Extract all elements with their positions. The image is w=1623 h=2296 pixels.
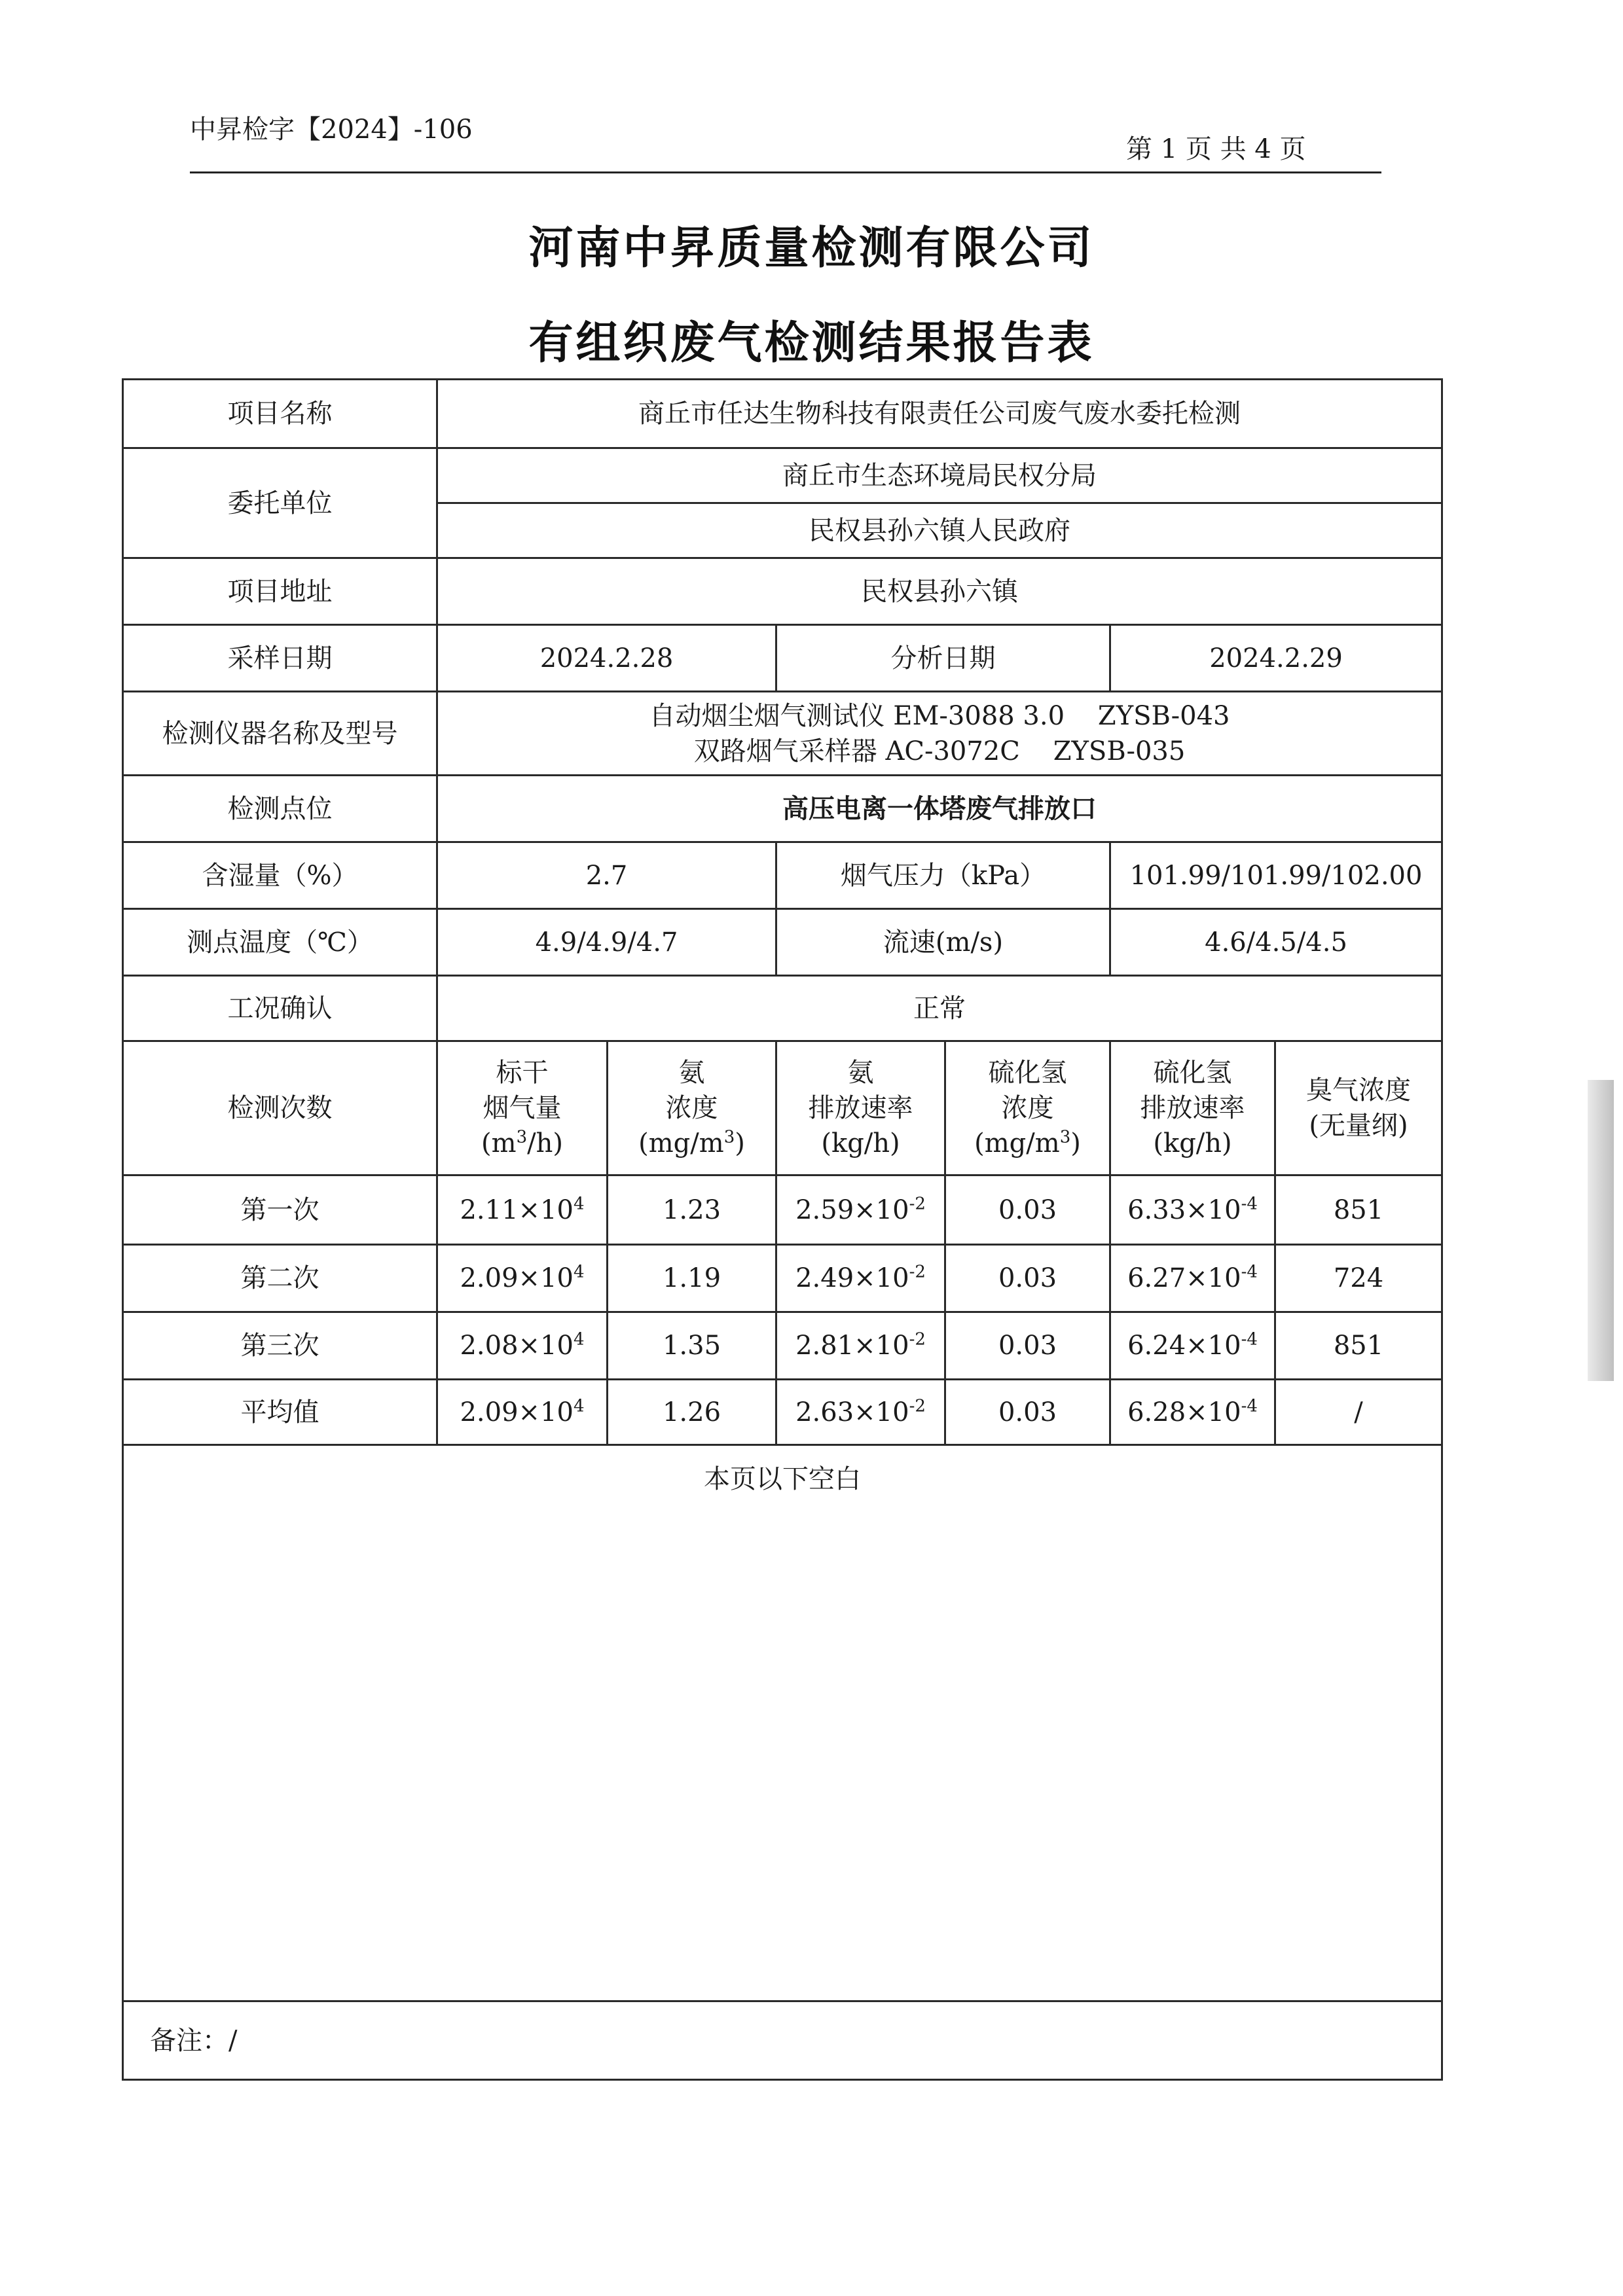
runs-label: 检测次数 (123, 1041, 437, 1175)
temperature-row (123, 909, 1442, 976)
col-header-nh3-conc-unit: $(mg/m^3)$ (638, 1127, 745, 1158)
nh3-conc-value: 1.19 (608, 1245, 776, 1312)
pressure-label: 烟气压力（kPa） (776, 842, 1110, 909)
instrument-row (123, 692, 1442, 776)
run-label: 第一次 (123, 1175, 437, 1245)
scan-edge-artifact (1588, 1080, 1614, 1381)
col-header-nh3-conc (608, 1041, 776, 1175)
flow-value: $2.11\times 10^4$ (437, 1175, 608, 1245)
nh3-rate-value: $2.63\times 10^{-2}$ (776, 1380, 945, 1445)
h2s-rate-value: $6.27\times 10^{-4}$ (1110, 1245, 1275, 1312)
analysis-date-label: 分析日期 (776, 625, 1110, 692)
odor-value: / (1275, 1380, 1442, 1445)
point-value: 高压电离一体塔废气排放口 (437, 776, 1442, 842)
client-label: 委托单位 (123, 448, 437, 558)
address-label: 项目地址 (123, 558, 437, 625)
run-label: 平均值 (123, 1380, 437, 1445)
client-value-1: 商丘市生态环境局民权分局 (437, 448, 1442, 503)
page-indicator: 第 1 页 共 4 页 (1126, 134, 1306, 164)
col-header-nh3-rate-l1: 氨 (847, 1058, 874, 1088)
analysis-date-value: 2024.2.29 (1110, 625, 1442, 692)
results-table (122, 378, 1443, 2081)
instrument-label: 检测仪器名称及型号 (123, 692, 437, 776)
point-label: 检测点位 (123, 776, 437, 842)
condition-label: 工况确认 (123, 976, 437, 1041)
flow-value: $2.08\times 10^4$ (437, 1312, 608, 1380)
table-row (123, 1175, 1442, 1245)
h2s-rate-value: $6.28\times 10^{-4}$ (1110, 1380, 1275, 1445)
instrument-1: 自动烟尘烟气测试仪 EM-3088 3.0 ZYSB-043 (649, 700, 1230, 731)
project-name-value: 商丘市任达生物科技有限责任公司废气废水委托检测 (437, 380, 1442, 448)
run-label: 第二次 (123, 1245, 437, 1312)
col-header-odor-l2: (无量纲) (1309, 1111, 1408, 1141)
col-header-nh3-rate-l2: 排放速率 (808, 1093, 913, 1123)
blank-note: 本页以下空白 (123, 1445, 1442, 2001)
col-header-h2s-rate-unit: (kg/h) (1153, 1128, 1232, 1158)
moisture-row (123, 842, 1442, 909)
col-header-nh3-rate-unit: (kg/h) (821, 1128, 900, 1158)
header-divider (190, 171, 1381, 173)
h2s-rate-value: $6.33\times 10^{-4}$ (1110, 1175, 1275, 1245)
nh3-rate-value: $2.49\times 10^{-2}$ (776, 1245, 945, 1312)
date-row (123, 625, 1442, 692)
address-value: 民权县孙六镇 (437, 558, 1442, 625)
col-header-h2s-rate (1110, 1041, 1275, 1175)
col-header-nh3-conc-l2: 浓度 (665, 1093, 718, 1123)
document-number: 中昇检字【2024】-106 (190, 115, 473, 145)
client-row (123, 448, 1442, 503)
col-header-h2s-conc (945, 1041, 1110, 1175)
project-name-row (123, 380, 1442, 448)
col-header-nh3-rate (776, 1041, 945, 1175)
nh3-conc-value: 1.35 (608, 1312, 776, 1380)
address-row (123, 558, 1442, 625)
condition-row (123, 976, 1442, 1041)
blank-area-row (123, 1445, 1442, 2001)
remarks-row (123, 2001, 1442, 2080)
temperature-label: 测点温度（℃） (123, 909, 437, 976)
odor-value: 851 (1275, 1312, 1442, 1380)
velocity-label: 流速(m/s) (776, 909, 1110, 976)
instrument-2: 双路烟气采样器 AC-3072C ZYSB-035 (693, 736, 1186, 766)
temperature-value: 4.9/4.9/4.7 (437, 909, 776, 976)
odor-value: 724 (1275, 1245, 1442, 1312)
col-header-h2s-conc-unit: $(mg/m^3)$ (974, 1127, 1081, 1158)
point-row (123, 776, 1442, 842)
col-header-flow-l2: 烟气量 (483, 1093, 562, 1123)
h2s-conc-value: 0.03 (945, 1175, 1110, 1245)
col-header-odor-l1: 臭气浓度 (1306, 1075, 1412, 1105)
condition-value: 正常 (437, 976, 1442, 1041)
nh3-rate-value: $2.59\times 10^{-2}$ (776, 1175, 945, 1245)
report-title: 有组织废气检测结果报告表 (528, 317, 1095, 369)
sample-date-label: 采样日期 (123, 625, 437, 692)
h2s-rate-value: $6.24\times 10^{-4}$ (1110, 1312, 1275, 1380)
company-title: 河南中昇质量检测有限公司 (528, 223, 1095, 274)
col-header-odor (1275, 1041, 1442, 1175)
col-header-flow-l1: 标干 (496, 1058, 549, 1088)
velocity-value: 4.6/4.5/4.5 (1110, 909, 1442, 976)
nh3-conc-value: 1.26 (608, 1380, 776, 1445)
pressure-value: 101.99/101.99/102.00 (1110, 842, 1442, 909)
flow-value: $2.09\times 10^4$ (437, 1380, 608, 1445)
col-header-h2s-conc-l2: 浓度 (1001, 1093, 1054, 1123)
client-value-2: 民权县孙六镇人民政府 (437, 503, 1442, 558)
col-header-h2s-rate-l1: 硫化氢 (1153, 1058, 1232, 1088)
project-name-label: 项目名称 (123, 380, 437, 448)
remarks: 备注：/ (123, 2001, 1442, 2080)
col-header-h2s-rate-l2: 排放速率 (1140, 1093, 1245, 1123)
table-row (123, 1380, 1442, 1445)
col-header-flow-unit: $(m^3/h)$ (481, 1127, 563, 1158)
nh3-rate-value: $2.81\times 10^{-2}$ (776, 1312, 945, 1380)
flow-value: $2.09\times 10^4$ (437, 1245, 608, 1312)
h2s-conc-value: 0.03 (945, 1245, 1110, 1312)
col-header-nh3-conc-l1: 氨 (678, 1058, 705, 1088)
odor-value: 851 (1275, 1175, 1442, 1245)
table-row (123, 1312, 1442, 1380)
nh3-conc-value: 1.23 (608, 1175, 776, 1245)
run-label: 第三次 (123, 1312, 437, 1380)
moisture-label: 含湿量（%） (123, 842, 437, 909)
h2s-conc-value: 0.03 (945, 1380, 1110, 1445)
h2s-conc-value: 0.03 (945, 1312, 1110, 1380)
col-header-h2s-conc-l1: 硫化氢 (988, 1058, 1067, 1088)
table-row (123, 1245, 1442, 1312)
moisture-value: 2.7 (437, 842, 776, 909)
sample-date-value: 2024.2.28 (437, 625, 776, 692)
column-header-row (123, 1041, 1442, 1175)
col-header-flow (437, 1041, 608, 1175)
instrument-values (437, 692, 1442, 776)
